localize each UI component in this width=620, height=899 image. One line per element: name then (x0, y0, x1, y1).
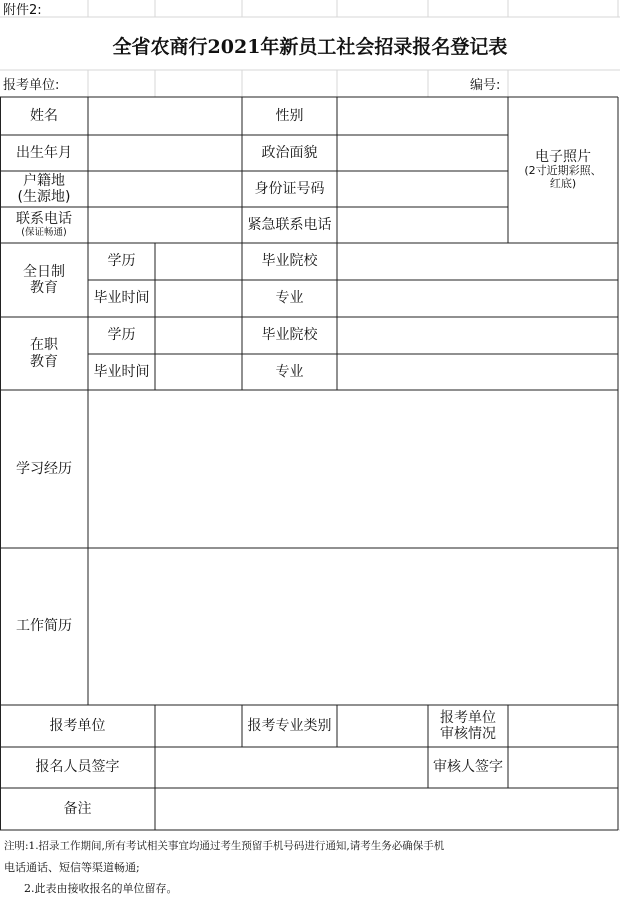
fulltime-label-line1: 全日制 (23, 263, 65, 280)
serial-number-field[interactable] (508, 70, 618, 97)
note-line-1: 注明:1.招录工作期间,所有考试相关事宜均通过考生预留手机号码进行通知,请考生务必确保手机 (4, 840, 445, 852)
fulltime-grad-time-label: 毕业时间 (93, 290, 150, 307)
unit-review-field[interactable] (508, 705, 618, 747)
hukou-label-line2: (生源地) (17, 189, 71, 205)
id-number-label: 身份证号码 (254, 180, 325, 197)
inservice-school-label: 毕业院校 (261, 327, 318, 344)
birth-date-label: 出生年月 (16, 144, 72, 161)
serial-number-label: 编号: (470, 78, 501, 93)
reviewer-signature-label: 审核人签字 (433, 759, 503, 776)
political-status-label: 政治面貌 (261, 144, 318, 161)
birth-date-field[interactable] (88, 135, 242, 171)
work-history-field[interactable] (88, 548, 618, 705)
gender-label: 性别 (275, 107, 304, 124)
apply-unit-field[interactable] (155, 705, 242, 747)
hukou-label-line1: 户籍地 (23, 172, 65, 189)
inservice-education-label (0, 317, 88, 390)
apply-major-label: 报考专业类别 (247, 717, 332, 734)
form-notes (4, 836, 616, 899)
attachment-label: 附件2: (3, 3, 42, 18)
political-status-field[interactable] (337, 135, 508, 171)
emergency-phone-label: 紧急联系电话 (247, 216, 332, 233)
id-number-field[interactable] (337, 171, 508, 207)
hukou-field[interactable] (88, 171, 242, 207)
phone-field[interactable] (88, 207, 242, 243)
name-label: 姓名 (30, 107, 58, 124)
fulltime-major-field[interactable] (337, 280, 618, 317)
remark-label: 备注 (63, 800, 92, 817)
fulltime-degree-label: 学历 (107, 253, 136, 270)
phone-label-text: 联系电话 (16, 211, 72, 228)
remark-field[interactable] (155, 788, 618, 830)
unit-review-line2: 审核情况 (440, 726, 496, 742)
fulltime-major-label: 专业 (275, 290, 304, 307)
applicant-signature-field[interactable] (155, 747, 428, 788)
phone-label (0, 207, 88, 243)
apply-major-field[interactable] (337, 705, 428, 747)
inservice-major-label: 专业 (275, 363, 304, 380)
fulltime-education-label (0, 243, 88, 317)
fulltime-school-label: 毕业院校 (261, 253, 318, 270)
apply-unit-label: 报考单位 (49, 717, 106, 734)
fulltime-school-field[interactable] (337, 243, 618, 280)
emergency-phone-field[interactable] (337, 207, 508, 243)
study-history-field[interactable] (88, 390, 618, 548)
inservice-degree-field[interactable] (155, 317, 242, 354)
unit-review-label (428, 705, 508, 747)
photo-label: 电子照片 (535, 149, 591, 166)
inservice-major-field[interactable] (337, 354, 618, 390)
gender-field[interactable] (337, 97, 508, 135)
note-line-2: 电话通话、短信等渠道畅通; (4, 861, 140, 874)
inservice-label-line2: 教育 (30, 353, 58, 370)
fulltime-label-line2: 教育 (30, 280, 58, 296)
inservice-label-line1: 在职 (30, 337, 58, 354)
photo-box[interactable] (508, 97, 618, 243)
apply-unit-header-field[interactable] (88, 70, 428, 97)
form-title: 全省农商行2021年新员工社会招录报名登记表 (112, 35, 508, 58)
work-history-label: 工作简历 (16, 618, 72, 635)
reviewer-signature-field[interactable] (508, 747, 618, 788)
applicant-signature-label: 报名人员签字 (35, 759, 120, 776)
hukou-label (0, 171, 88, 207)
study-history-label: 学习经历 (16, 460, 72, 477)
inservice-grad-time-field[interactable] (155, 354, 242, 390)
photo-note-line2: 红底) (549, 177, 577, 191)
inservice-grad-time-label: 毕业时间 (93, 363, 150, 380)
apply-unit-header-label: 报考单位: (3, 78, 60, 93)
fulltime-degree-field[interactable] (155, 243, 242, 280)
photo-note-line1: (2寸近期彩照、 (524, 164, 602, 178)
note-line-3: 2.此表由接收报名的单位留存。 (24, 882, 178, 895)
unit-review-line1: 报考单位 (440, 709, 496, 726)
name-field[interactable] (88, 97, 242, 135)
fulltime-grad-time-field[interactable] (155, 280, 242, 317)
phone-label-note: (保证畅通) (21, 226, 67, 238)
inservice-degree-label: 学历 (107, 327, 136, 344)
inservice-school-field[interactable] (337, 317, 618, 354)
